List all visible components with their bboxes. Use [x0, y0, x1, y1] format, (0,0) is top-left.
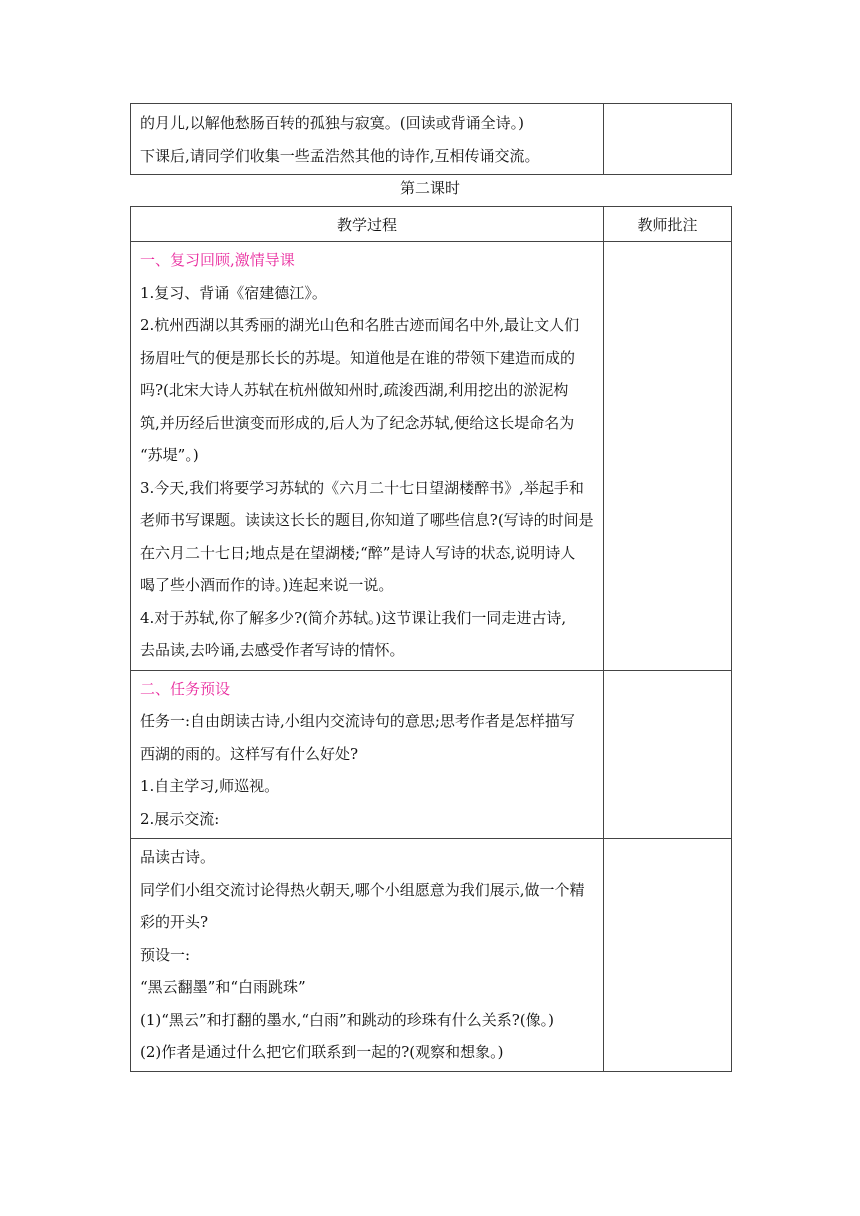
text-line: 3.今天,我们将要学习苏轼的《六月二十七日望湖楼醉书》,举起手和 — [140, 478, 584, 497]
text-line: 喝了些小酒而作的诗。)连起来说一说。 — [140, 576, 394, 594]
header-teacher-notes: 教师批注 — [604, 207, 732, 242]
text-line: 去品读,去吟诵,去感受作者写诗的情怀。 — [140, 641, 405, 659]
text-line: 4.对于苏轼,你了解多少?(简介苏轼。)这节课让我们一同走进古诗, — [140, 608, 567, 627]
lesson-plan-table — [130, 206, 732, 1072]
section-heading: 一、复习回顾,激情导课 — [140, 251, 295, 269]
text-line: 吗?(北宋大诗人苏轼在杭州做知州时,疏浚西湖,利用挖出的淤泥构 — [140, 381, 569, 399]
previous-lesson-cell — [131, 104, 604, 175]
text-line: 2.杭州西湖以其秀丽的湖光山色和名胜古迹而闻名中外,最让文人们 — [140, 316, 580, 334]
header-teaching-process: 教学过程 — [131, 207, 604, 242]
teacher-notes-cell — [604, 104, 732, 175]
text-line: 的月儿,以解他愁肠百转的孤独与寂寞。(回读或背诵全诗。) — [140, 114, 524, 132]
text-line: 筑,并历经后世演变而形成的,后人为了纪念苏轼,便给这长堤命名为 — [140, 413, 575, 432]
section-task-preset — [131, 670, 604, 839]
text-line: “黑云翻墨”和“白雨跳珠” — [140, 978, 306, 996]
text-line: 预设一: — [140, 945, 191, 964]
text-line: 2.展示交流: — [140, 809, 220, 828]
text-line: (2)作者是通过什么把它们联系到一起的?(观察和想象。) — [140, 1043, 504, 1061]
text-line: 在六月二十七日;地点是在望湖楼;“醉”是诗人写诗的状态,说明诗人 — [140, 543, 576, 562]
text-line: 1.自主学习,师巡视。 — [140, 777, 280, 795]
text-line: “苏堤”。) — [140, 446, 199, 464]
text-line: 同学们小组交流讨论得热火朝天,哪个小组愿意为我们展示,做一个精 — [140, 880, 585, 899]
section-heading: 二、任务预设 — [140, 679, 231, 698]
text-line: 下课后,请同学们收集一些孟浩然其他的诗作,互相传诵交流。 — [140, 146, 540, 165]
previous-lesson-table — [130, 103, 732, 175]
text-line: (1)“黑云”和打翻的墨水,“白雨”和跳动的珍珠有什么关系?(像。) — [140, 1010, 554, 1029]
text-line: 西湖的雨的。这样写有什么好处? — [140, 744, 359, 763]
teacher-notes-cell — [604, 242, 732, 671]
text-line: 彩的开头? — [140, 913, 209, 931]
session-title: 第二课时 — [399, 179, 460, 197]
section-poem-reading — [131, 839, 604, 1072]
text-line: 品读古诗。 — [140, 848, 216, 866]
text-line: 任务一:自由朗读古诗,小组内交流诗句的意思;思考作者是怎样描写 — [140, 712, 575, 730]
teacher-notes-cell — [604, 839, 732, 1072]
text-line: 老师书写课题。读读这长长的题目,你知道了哪些信息?(写诗的时间是 — [140, 511, 594, 529]
text-line: 扬眉吐气的便是那长长的苏堤。知道他是在谁的带领下建造而成的 — [140, 348, 576, 367]
teacher-notes-cell — [604, 670, 732, 839]
text-line: 1.复习、背诵《宿建德江》。 — [140, 283, 327, 302]
section-review — [131, 242, 604, 671]
